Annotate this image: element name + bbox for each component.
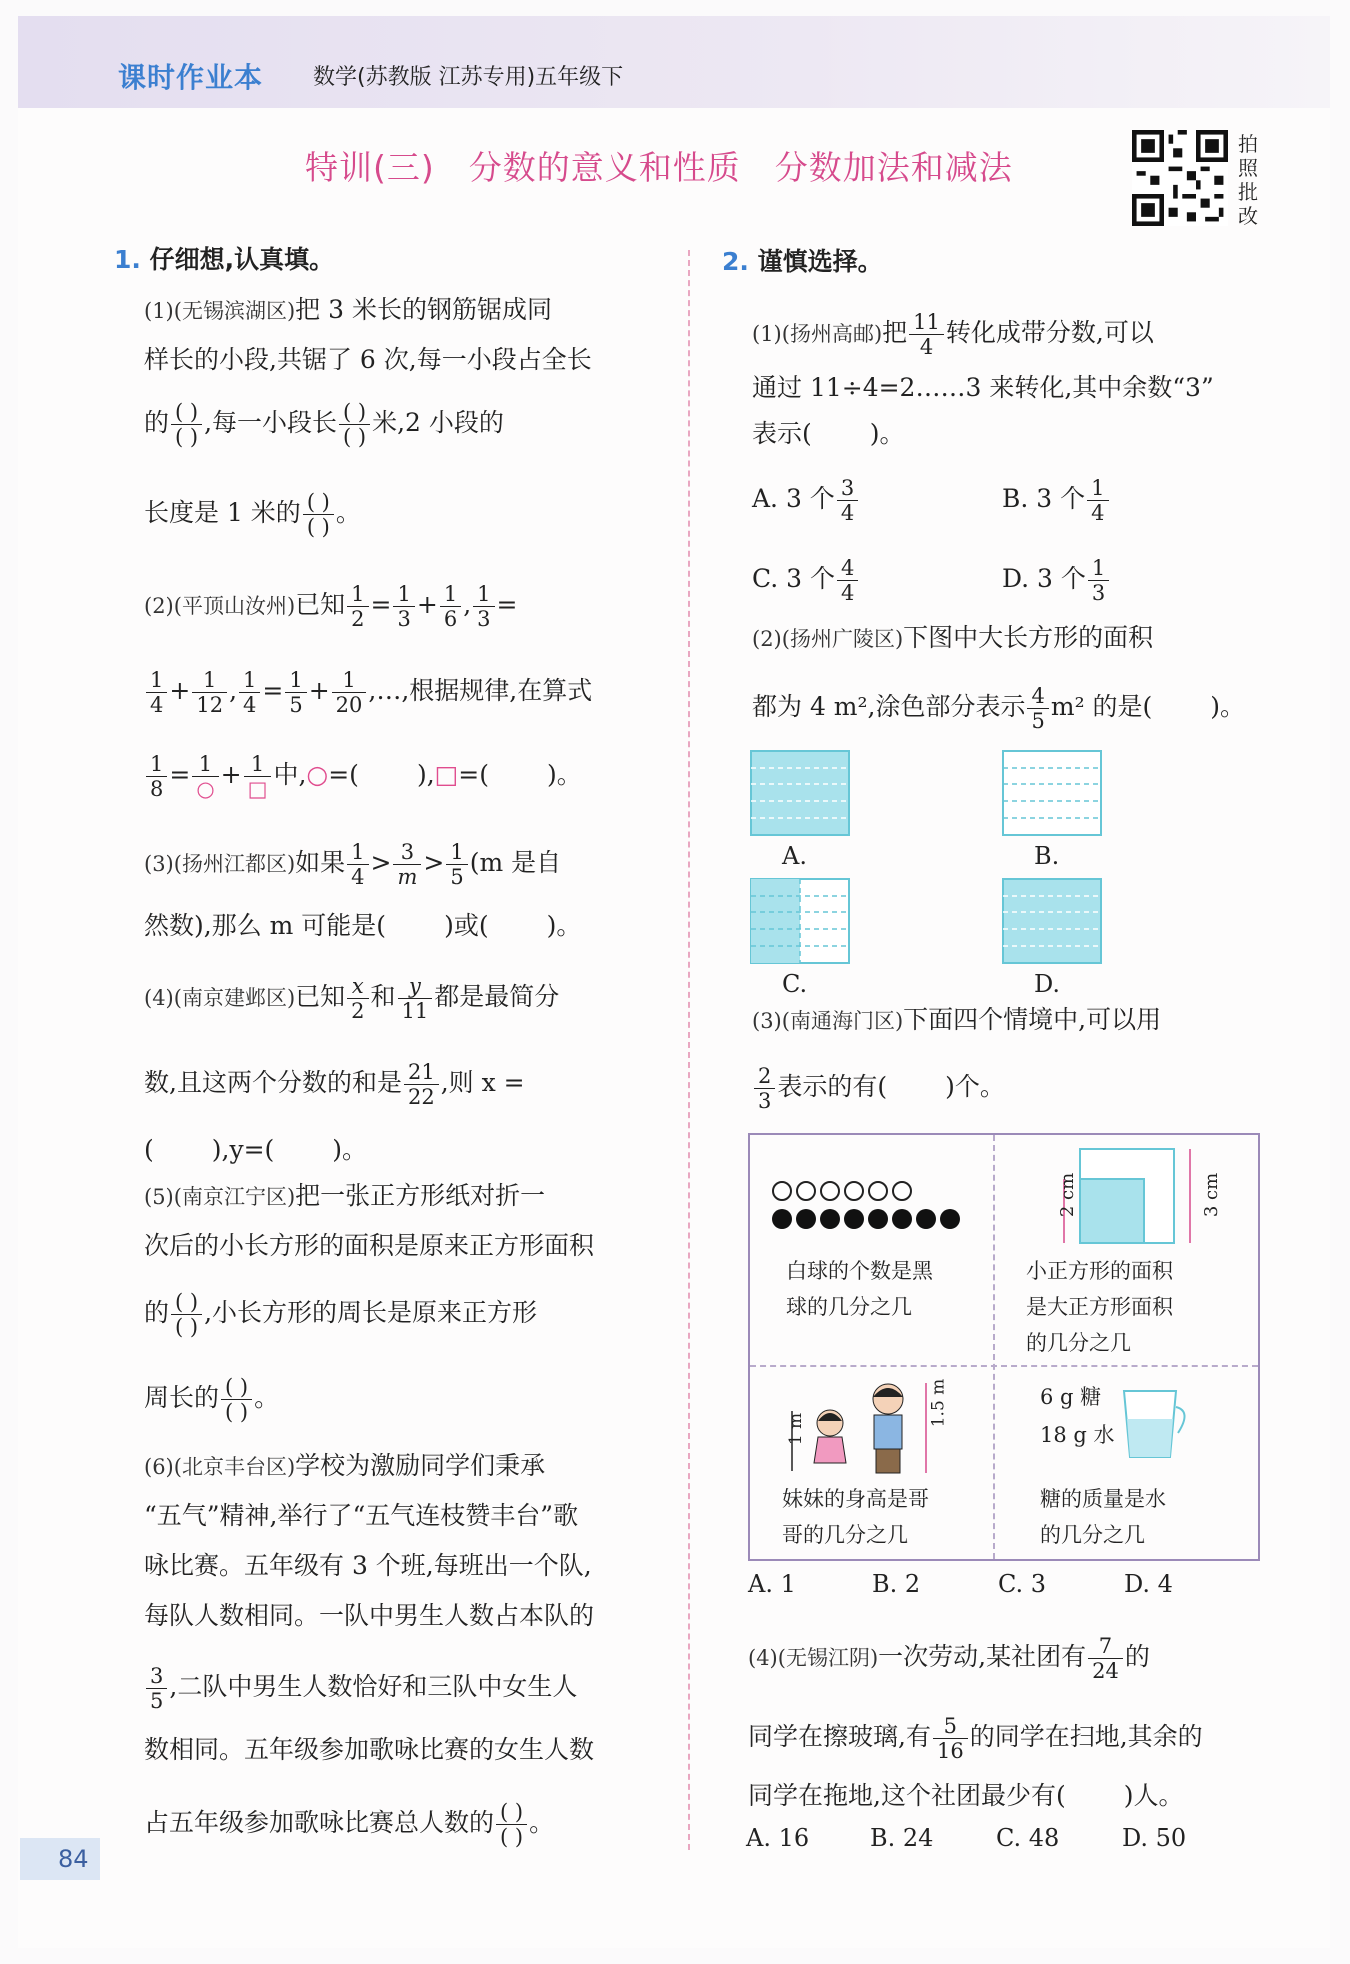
s2q1-option-b[interactable]: B. 3 个 $\frac{1}{4}$ bbox=[1002, 476, 1111, 525]
q2-line3: $\frac{1}{8}$ = $\frac{1}{○}$ + $\frac{1}{□}$ 中,○=( ),□=( )。 bbox=[144, 752, 582, 801]
q4-line2: 数,且这两个分数的和是 $\frac{21}{22}$ ,则 x = bbox=[144, 1060, 525, 1109]
q6-line6: 数相同。五年级参加歌咏比赛的女生人数 bbox=[144, 1735, 595, 1764]
q1-line3: 的 $\frac{( )}{( )}$ ,每一小段长 $\frac{( )}{( )}$ 米,2 小段的 bbox=[144, 400, 504, 449]
q6-line2: “五气”精神,举行了“五气连枝赞丰台”歌 bbox=[144, 1501, 579, 1530]
answer-fraction[interactable]: $\frac{( )}{( )}$ bbox=[339, 400, 370, 449]
column-divider bbox=[688, 250, 690, 1850]
s2q1-option-a[interactable]: A. 3 个 $\frac{3}{4}$ bbox=[752, 476, 860, 525]
cell1-caption: 白球的个数是黑 球的几分之几 bbox=[786, 1259, 933, 1319]
s2q3-option-a[interactable]: A. 1 bbox=[748, 1570, 796, 1598]
cell3-caption: 妹妹的身高是哥 哥的几分之几 bbox=[782, 1487, 929, 1547]
option-c-label: C. bbox=[782, 970, 808, 998]
option-a-label: A. bbox=[782, 842, 807, 870]
s2q4-line3: 同学在拖地,这个社团最少有( )人。 bbox=[748, 1781, 1184, 1810]
cell4-caption: 糖的质量是水 的几分之几 bbox=[1040, 1487, 1166, 1547]
dim-1m: 1 m bbox=[786, 1412, 807, 1446]
sugar-label: 6 g 糖 bbox=[1040, 1385, 1102, 1409]
s2q4-option-a[interactable]: A. 16 bbox=[746, 1824, 810, 1852]
s2q1-option-c[interactable]: C. 3 个 $\frac{4}{4}$ bbox=[752, 556, 860, 605]
q6-line7: 占五年级参加歌咏比赛总人数的 $\frac{( )}{( )}$ 。 bbox=[144, 1800, 555, 1849]
option-b-label: B. bbox=[1034, 842, 1060, 870]
answer-fraction[interactable]: $\frac{( )}{( )}$ bbox=[171, 1290, 202, 1339]
s2q2-line2: 都为 4 m²,涂色部分表示 $\frac{4}{5}$ m² 的是( )。 bbox=[752, 684, 1246, 733]
s2q1-line2: 通过 11÷4=2……3 来转化,其中余数“3” bbox=[752, 373, 1214, 402]
q5-line1: (5)(南京江宁区)把一张正方形纸对折一 bbox=[144, 1181, 546, 1210]
section1-heading: 1. 仔细想,认真填。 bbox=[114, 245, 335, 274]
scenario-grid bbox=[748, 1133, 1260, 1561]
square-symbol: □ bbox=[247, 777, 268, 801]
q3-line2: 然数),那么 m 可能是( )或( )。 bbox=[144, 911, 582, 940]
s2q4-line1: (4)(无锡江阴)一次劳动,某社团有 $\frac{7}{24}$ 的 bbox=[748, 1634, 1150, 1683]
section2-heading: 2. 谨慎选择。 bbox=[722, 247, 883, 276]
cup-icon bbox=[1118, 1385, 1198, 1465]
q2-line1: (2)(平顶山汝州)已知 $\frac{1}{2}$ = $\frac{1}{3}$ + $\frac{1}{6}$ , $\frac{1}{3}$ = bbox=[144, 582, 518, 631]
page-number: 84 bbox=[20, 1838, 100, 1880]
answer-fraction[interactable]: $\frac{( )}{( )}$ bbox=[221, 1375, 252, 1424]
option-a-rectangle[interactable] bbox=[750, 750, 850, 836]
q1-line2: 样长的小段,共锯了 6 次,每一小段占全长 bbox=[144, 345, 592, 374]
q4-line1: (4)(南京建邺区)已知 $\frac{x}{2}$ 和 $\frac{y}{11}$ 都是最简分 bbox=[144, 974, 560, 1023]
balls-illustration bbox=[770, 1179, 970, 1239]
option-c-rectangle[interactable] bbox=[750, 878, 850, 964]
brand-title: 课时作业本 bbox=[118, 61, 264, 94]
circle-symbol: ○ bbox=[196, 777, 215, 801]
s2q1-option-d[interactable]: D. 3 个 $\frac{1}{3}$ bbox=[1002, 556, 1111, 605]
dim-2cm: 2 cm bbox=[1057, 1172, 1079, 1218]
page-title: 特训(三) 分数的意义和性质 分数加法和减法 bbox=[305, 148, 1013, 187]
option-d-rectangle[interactable] bbox=[1002, 878, 1102, 964]
s2q1-line3: 表示( )。 bbox=[752, 419, 905, 448]
s2q4-line2: 同学在擦玻璃,有 $\frac{5}{16}$ 的同学在扫地,其余的 bbox=[748, 1714, 1203, 1763]
book-subtitle: 数学(苏教版 江苏专用)五年级下 bbox=[313, 65, 624, 90]
q5-line2: 次后的小长方形的面积是原来正方形面积 bbox=[144, 1231, 595, 1260]
option-b-rectangle[interactable] bbox=[1002, 750, 1102, 836]
s2q3-option-d[interactable]: D. 4 bbox=[1124, 1570, 1173, 1598]
answer-fraction[interactable]: $\frac{( )}{( )}$ bbox=[303, 490, 334, 539]
dim-15m: 1.5 m bbox=[928, 1378, 949, 1428]
q1-line4: 长度是 1 米的 $\frac{( )}{( )}$ 。 bbox=[144, 490, 361, 539]
qr-code-icon[interactable] bbox=[1132, 130, 1228, 226]
s2q4-option-b[interactable]: B. 24 bbox=[870, 1824, 934, 1852]
q4-line3: ( ),y=( )。 bbox=[144, 1135, 368, 1164]
q1-line1: (1)(无锡滨湖区)把 3 米长的钢筋锯成同 bbox=[144, 295, 552, 324]
water-label: 18 g 水 bbox=[1040, 1423, 1115, 1447]
q6-line4: 每队人数相同。一队中男生人数占本队的 bbox=[144, 1601, 595, 1630]
answer-fraction[interactable]: $\frac{( )}{( )}$ bbox=[496, 1800, 527, 1849]
s2q2-line1: (2)(扬州广陵区)下图中大长方形的面积 bbox=[752, 623, 1154, 652]
q3-line1: (3)(扬州江都区)如果 $\frac{1}{4}$ > $\frac{3}{m}$ > $\frac{1}{5}$ (m 是自 bbox=[144, 840, 562, 889]
q6-line5: $\frac{3}{5}$ ,二队中男生人数恰好和三队中女生人 bbox=[144, 1664, 577, 1713]
q5-line3: 的 $\frac{( )}{( )}$ ,小长方形的周长是原来正方形 bbox=[144, 1290, 538, 1339]
q2-line2: $\frac{1}{4}$ + $\frac{1}{12}$ , $\frac{1}{4}$ = $\frac{1}{5}$ + $\frac{1}{20}$ ,…,根据规律,在算式 bbox=[144, 668, 592, 717]
s2q4-option-d[interactable]: D. 50 bbox=[1122, 1824, 1187, 1852]
cell2-caption: 小正方形的面积 是大正方形面积 的几分之几 bbox=[1026, 1259, 1173, 1355]
dim-3cm: 3 cm bbox=[1201, 1172, 1223, 1218]
s2q3-option-c[interactable]: C. 3 bbox=[998, 1570, 1047, 1598]
s2q1-line1: (1)(扬州高邮)把 $\frac{11}{4}$ 转化成带分数,可以 bbox=[752, 310, 1154, 359]
q5-line4: 周长的 $\frac{( )}{( )}$ 。 bbox=[144, 1375, 280, 1424]
answer-fraction[interactable]: $\frac{( )}{( )}$ bbox=[171, 400, 202, 449]
qr-label: 拍照批改 bbox=[1238, 132, 1258, 228]
option-d-label: D. bbox=[1034, 970, 1061, 998]
s2q4-option-c[interactable]: C. 48 bbox=[996, 1824, 1060, 1852]
q6-line1: (6)(北京丰台区)学校为激励同学们秉承 bbox=[144, 1451, 546, 1480]
s2q3-option-b[interactable]: B. 2 bbox=[872, 1570, 921, 1598]
q6-line3: 咏比赛。五年级有 3 个班,每班出一个队, bbox=[144, 1551, 592, 1580]
s2q3-line2: $\frac{2}{3}$ 表示的有( )个。 bbox=[752, 1064, 1005, 1113]
s2q3-line1: (3)(南通海门区)下面四个情境中,可以用 bbox=[752, 1005, 1162, 1034]
